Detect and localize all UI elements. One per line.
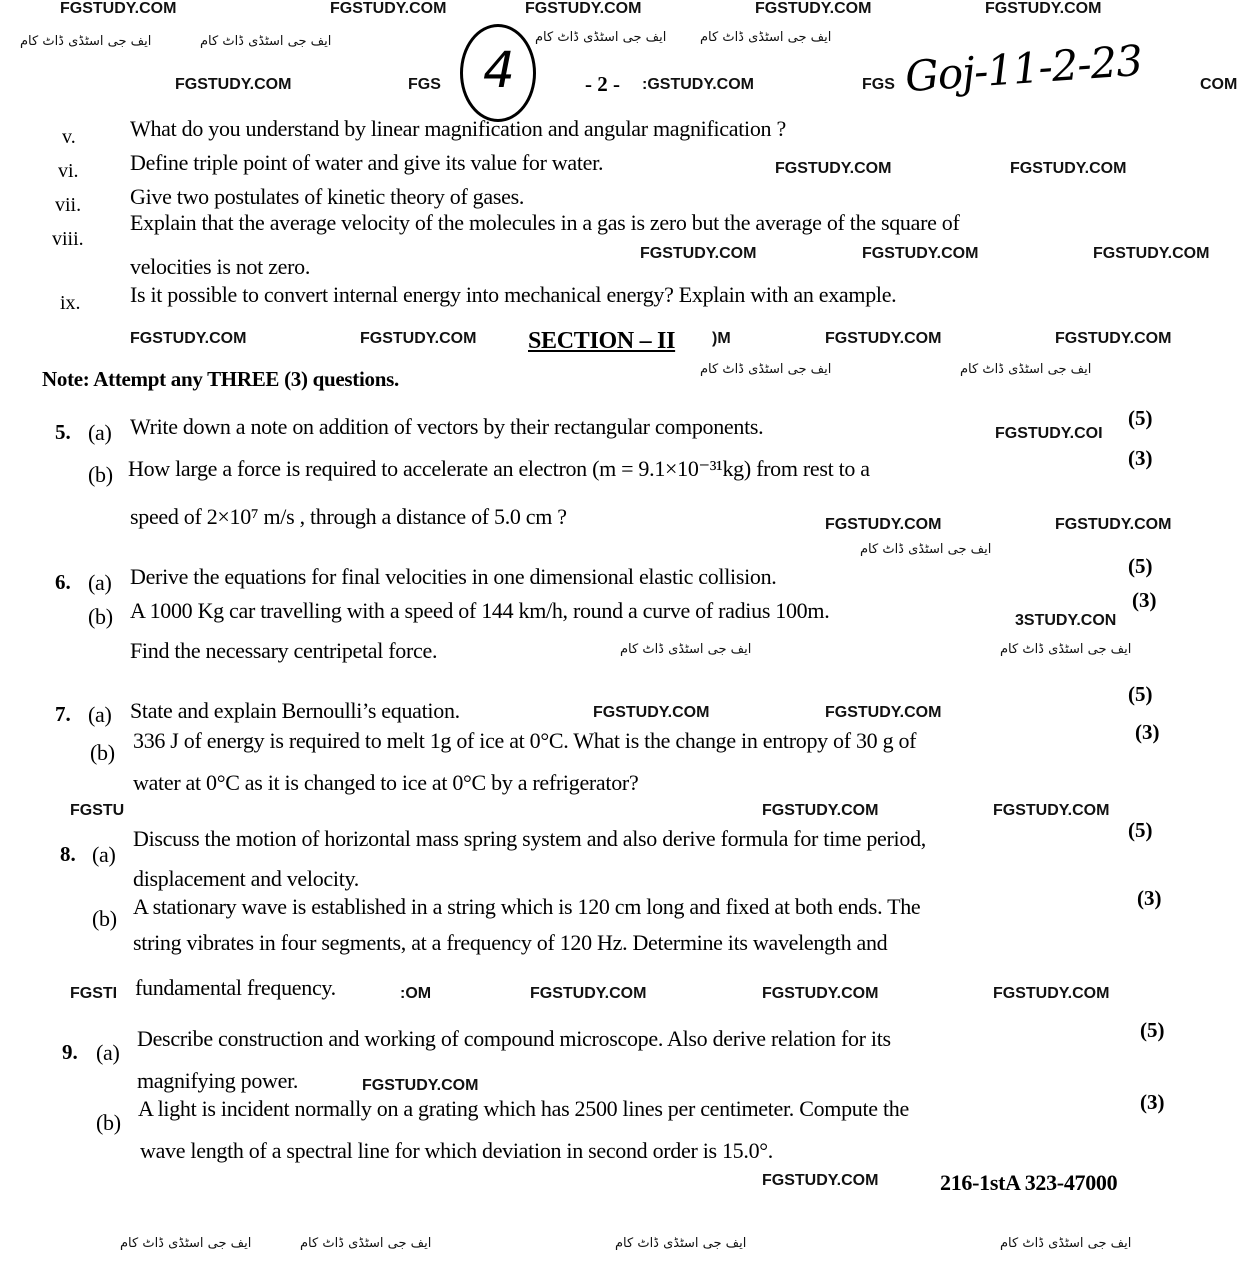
- watermark-partial: 3STUDY.CON: [1015, 612, 1117, 629]
- marks: (5): [1128, 406, 1153, 430]
- marks: (3): [1128, 446, 1153, 470]
- question-number: 5.: [55, 420, 71, 444]
- question-text: Explain that the average velocity of the molecules in a gas is zero but the average of the square of: [130, 210, 960, 235]
- watermark-partial: )M: [712, 330, 731, 347]
- watermark: FGSTUDY.COM: [330, 0, 447, 17]
- watermark: FGSTUDY.COM: [1010, 160, 1127, 177]
- urdu-watermark: ایف جی اسٹڈی ڈاٹ کام: [300, 1236, 432, 1251]
- watermark: FGSTUDY.COM: [525, 0, 642, 17]
- section-title: SECTION – II: [528, 328, 676, 354]
- watermark: FGSTUDY.COM: [985, 0, 1102, 17]
- question-text: A light is incident normally on a grating which has 2500 lines per centimeter. Compute the: [138, 1096, 909, 1121]
- circled-mark: [460, 24, 536, 122]
- watermark-partial: FGS: [862, 76, 895, 93]
- paper-code: 216-1stA 323-47000: [940, 1170, 1118, 1195]
- urdu-watermark: ایف جی اسٹڈی ڈاٹ کام: [535, 30, 667, 45]
- question-text: Is it possible to convert internal energy into mechanical energy? Explain with an example.: [130, 282, 897, 307]
- part-label: (a): [92, 842, 116, 867]
- marks: (3): [1132, 588, 1157, 612]
- part-label: (b): [90, 740, 115, 765]
- question-text: water at 0°C as it is changed to ice at 0°C by a refrigerator?: [133, 770, 639, 795]
- marks: (5): [1140, 1018, 1165, 1042]
- watermark: FGSTUDY.COM: [530, 985, 647, 1002]
- watermark: FGSTUDY.COM: [1093, 245, 1210, 262]
- part-label: (a): [88, 420, 112, 445]
- question-text: Find the necessary centripetal force.: [130, 638, 438, 663]
- watermark: FGSTUDY.COM: [60, 0, 177, 17]
- marks: (5): [1128, 818, 1153, 842]
- part-label: (a): [88, 570, 112, 595]
- watermark-partial: FGSTI: [70, 985, 118, 1002]
- question-roman: vii.: [55, 194, 82, 216]
- note: Note: Attempt any THREE (3) questions.: [42, 367, 399, 391]
- watermark-partial: :GSTUDY.COM: [642, 76, 754, 93]
- part-label: (b): [92, 906, 117, 931]
- question-text: magnifying power.: [137, 1068, 299, 1093]
- question-text: What do you understand by linear magnification and angular magnification ?: [130, 116, 786, 141]
- watermark: FGSTUDY.COM: [362, 1077, 479, 1094]
- urdu-watermark: ایف جی اسٹڈی ڈاٹ کام: [960, 362, 1092, 377]
- question-text: How large a force is required to accelerate an electron (m = 9.1×10⁻³¹kg) from rest to a: [128, 456, 870, 481]
- marks: (5): [1128, 682, 1153, 706]
- question-text: velocities is not zero.: [130, 254, 311, 279]
- part-label: (a): [96, 1040, 120, 1065]
- watermark: FGSTUDY.COM: [993, 985, 1110, 1002]
- question-number: 6.: [55, 570, 71, 594]
- question-number: 8.: [60, 842, 76, 866]
- watermark: FGSTUDY.COM: [762, 802, 879, 819]
- question-text: 336 J of energy is required to melt 1g of ice at 0°C. What is the change in entropy of 30 g of: [133, 728, 917, 753]
- watermark: FGSTUDY.COM: [755, 0, 872, 17]
- question-text: Discuss the motion of horizontal mass spring system and also derive formula for time period,: [133, 826, 926, 851]
- part-label: (b): [88, 462, 113, 487]
- watermark-partial: COM: [1200, 76, 1238, 93]
- watermark: FGSTUDY.COM: [825, 330, 942, 347]
- watermark: FGSTUDY.COM: [775, 160, 892, 177]
- watermark: FGSTUDY.COM: [1055, 330, 1172, 347]
- watermark: FGSTUDY.COM: [1055, 516, 1172, 533]
- question-text: Describe construction and working of compound microscope. Also derive relation for its: [137, 1026, 891, 1051]
- watermark: FGSTUDY.COM: [993, 802, 1110, 819]
- marks: (3): [1137, 886, 1162, 910]
- question-text: displacement and velocity.: [133, 866, 359, 891]
- part-label: (b): [88, 604, 113, 629]
- urdu-watermark: ایف جی اسٹڈی ڈاٹ کام: [615, 1236, 747, 1251]
- watermark: FGSTUDY.COM: [175, 76, 292, 93]
- part-label: (b): [96, 1110, 121, 1135]
- page-number: - 2 -: [585, 72, 620, 96]
- urdu-watermark: ایف جی اسٹڈی ڈاٹ کام: [120, 1236, 252, 1251]
- watermark: FGSTUDY.COM: [130, 330, 247, 347]
- watermark: FGSTUDY.COM: [762, 985, 879, 1002]
- question-text: Give two postulates of kinetic theory of gases.: [130, 184, 525, 209]
- question-roman: v.: [62, 126, 76, 148]
- urdu-watermark: ایف جی اسٹڈی ڈاٹ کام: [700, 30, 832, 45]
- question-text: fundamental frequency.: [135, 975, 336, 1000]
- question-text: A stationary wave is established in a string which is 120 cm long and fixed at both ends. The: [133, 894, 921, 919]
- urdu-watermark: ایف جی اسٹڈی ڈاٹ کام: [620, 642, 752, 657]
- question-number: 7.: [55, 702, 71, 726]
- marks: (3): [1135, 720, 1160, 744]
- question-text: Write down a note on addition of vectors by their rectangular components.: [130, 414, 764, 439]
- watermark-partial: FGSTU: [70, 802, 125, 819]
- watermark-partial: FGS: [408, 76, 441, 93]
- urdu-watermark: ایف جی اسٹڈی ڈاٹ کام: [1000, 1236, 1132, 1251]
- question-text: Define triple point of water and give its value for water.: [130, 150, 604, 175]
- watermark: FGSTUDY.COM: [640, 245, 757, 262]
- question-text: string vibrates in four segments, at a frequency of 120 Hz. Determine its wavelength and: [133, 930, 888, 955]
- part-label: (a): [88, 702, 112, 727]
- watermark: FGSTUDY.COM: [593, 704, 710, 721]
- question-roman: vi.: [58, 160, 79, 182]
- watermark: FGSTUDY.COM: [762, 1172, 879, 1189]
- question-text: wave length of a spectral line for which deviation in second order is 15.0°.: [140, 1138, 773, 1163]
- watermark-partial: FGSTUDY.COI: [995, 425, 1103, 442]
- circled-mark-text: 4: [483, 41, 515, 99]
- urdu-watermark: ایف جی اسٹڈی ڈاٹ کام: [1000, 642, 1132, 657]
- question-roman: viii.: [52, 228, 84, 250]
- marks: (3): [1140, 1090, 1165, 1114]
- watermark-partial: :OM: [400, 985, 432, 1002]
- question-text: A 1000 Kg car travelling with a speed of 144 km/h, round a curve of radius 100m.: [130, 598, 830, 623]
- watermark: FGSTUDY.COM: [862, 245, 979, 262]
- watermark: FGSTUDY.COM: [825, 516, 942, 533]
- urdu-watermark: ایف جی اسٹڈی ڈاٹ کام: [200, 34, 332, 49]
- handwritten-date: Goj-11-2-23: [903, 35, 1144, 102]
- question-text: speed of 2×10⁷ m/s , through a distance of 5.0 cm ?: [130, 504, 567, 529]
- marks: (5): [1128, 554, 1153, 578]
- question-number: 9.: [62, 1040, 78, 1064]
- question-text: State and explain Bernoulli’s equation.: [130, 698, 460, 723]
- watermark: FGSTUDY.COM: [825, 704, 942, 721]
- urdu-watermark: ایف جی اسٹڈی ڈاٹ کام: [20, 34, 152, 49]
- urdu-watermark: ایف جی اسٹڈی ڈاٹ کام: [860, 542, 992, 557]
- question-text: Derive the equations for final velocities in one dimensional elastic collision.: [130, 564, 777, 589]
- question-roman: ix.: [60, 292, 81, 314]
- urdu-watermark: ایف جی اسٹڈی ڈاٹ کام: [700, 362, 832, 377]
- watermark: FGSTUDY.COM: [360, 330, 477, 347]
